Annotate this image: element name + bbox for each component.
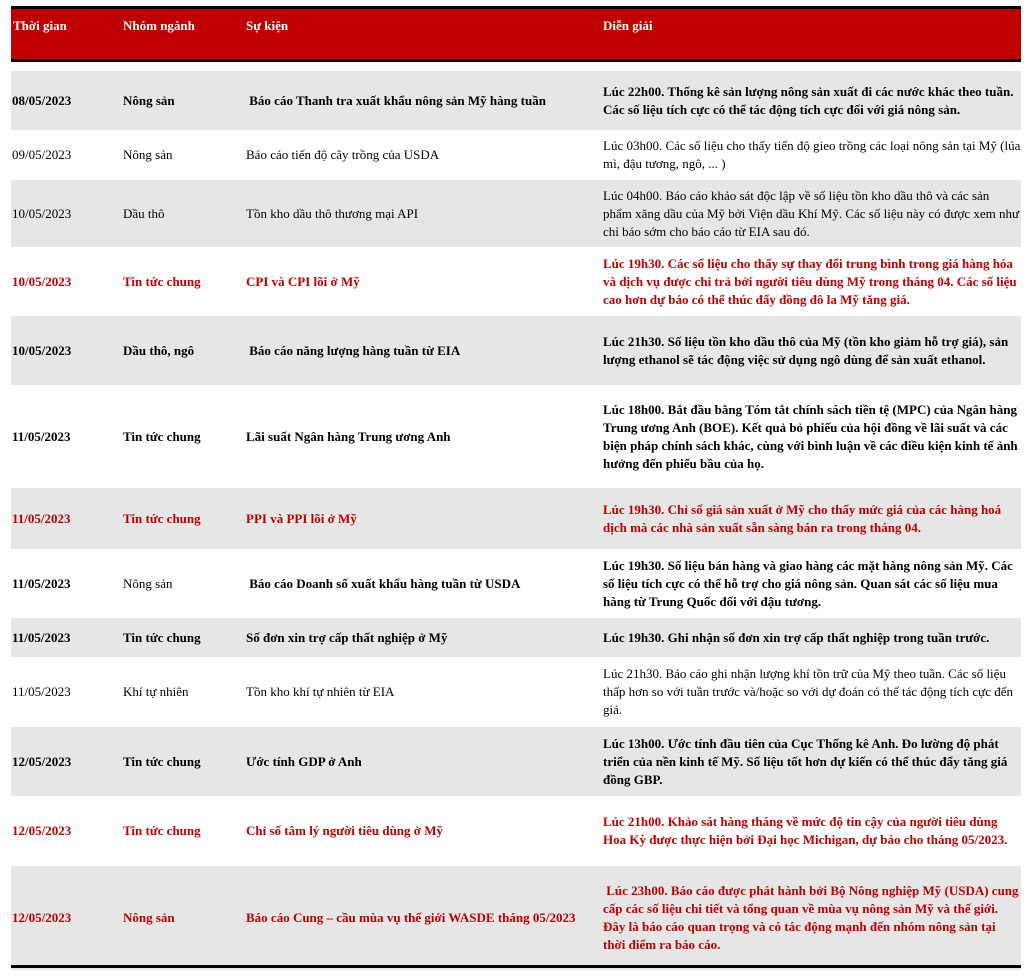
cell-date: 10/05/2023 — [12, 273, 72, 289]
table-row — [11, 385, 1021, 488]
cell-group: Tin tức chung — [123, 823, 201, 838]
cell-date: 12/05/2023 — [12, 823, 72, 838]
cell-date: 11/05/2023 — [12, 510, 71, 526]
bottom-rule — [11, 965, 1021, 968]
cell-event: Ước tính GDP ở Anh — [246, 753, 362, 769]
cell-desc: Lúc 21h30. Báo cáo ghi nhận lượng khí tồn trữ của Mỹ theo tuần. Các số liệu thấp hơn so với tuần trước và/hoặc so với dự đoán có thể tác động tích cực đến giá. — [603, 666, 1014, 717]
table-row — [11, 657, 1021, 727]
cell-date: 12/05/2023 — [12, 910, 72, 925]
cell-desc: Lúc 13h00. Ước tính đầu tiên của Cục Thống kê Anh. Đo lường độ phát triển của nền kinh tế Mỹ. Số liệu tốt hơn dự kiến có thể thúc đẩy tăng giá đồng GBP. — [603, 735, 1008, 787]
cell-group: Dầu thô, ngô — [123, 342, 195, 358]
cell-desc: Lúc 19h30. Ghi nhận số đơn xin trợ cấp thất nghiệp trong tuần trước. — [603, 629, 990, 645]
cell-group: Tin tức chung — [123, 273, 201, 289]
cell-event: Số đơn xin trợ cấp thất nghiệp ở Mỹ — [246, 629, 448, 645]
cell-date: 11/05/2023 — [12, 575, 71, 591]
cell-desc: Lúc 03h00. Các số liệu cho thấy tiến độ gieo trồng các loại nông sản tại Mỹ (lúa mì, đậu tương, ngô, ... ) — [603, 138, 1021, 171]
cell-date: 11/05/2023 — [12, 428, 71, 444]
cell-desc: Lúc 23h00. Báo cáo được phát hành bởi Bộ Nông nghiệp Mỹ (USDA) cung cấp các số liệu chi tiết và tổng quan về mùa vụ nông sản Mỹ và thế giới. Đây là báo cáo quan trọng và có tác động mạnh đến nhóm nông sản tại thời điểm ra báo cáo. — [603, 883, 1022, 952]
cell-event: Báo cáo Cung – cầu mùa vụ thế giới WASDE tháng 05/2023 — [246, 910, 576, 925]
header-time: Thời gian — [13, 18, 67, 33]
cell-event: Tồn kho khí tự nhiên từ EIA — [246, 684, 395, 699]
cell-desc: Lúc 21h00. Khảo sát hàng tháng về mức độ tin cậy của người tiêu dùng Hoa Kỳ được thực hiện bởi Đại học Michigan, dự báo cho tháng 05/2023. — [603, 814, 1008, 847]
table-row — [11, 316, 1021, 385]
cell-group: Nông sản — [123, 92, 175, 108]
cell-event: Tồn kho dầu thô thương mại API — [246, 205, 419, 221]
cell-group: Nông sản — [123, 910, 175, 925]
cell-desc: Lúc 04h00. Báo cáo khảo sát độc lập về số liệu tồn kho dầu thô và các sản phẩm xăng dầu của Mỹ bởi Viện dầu Khí Mỹ. Các số liệu này có được xem như chỉ báo sớm cho báo cáo từ EIA sau đó. — [603, 187, 1020, 239]
cell-event: Báo cáo Thanh tra xuất khẩu nông sản Mỹ hàng tuần — [246, 92, 546, 108]
cell-group: Nông sản — [123, 575, 173, 591]
cell-desc: Lúc 21h30. Số liệu tồn kho dầu thô của Mỹ (tồn kho giảm hỗ trợ giá), sản lượng ethanol sẽ tác động việc sử dụng ngô dùng để sản xuất ethanol. — [603, 333, 1009, 367]
cell-date: 12/05/2023 — [12, 753, 72, 769]
cell-group: Tin tức chung — [123, 510, 201, 526]
cell-date: 09/05/2023 — [12, 147, 72, 162]
cell-event: Báo cáo Doanh số xuất khẩu hàng tuần từ USDA — [246, 575, 521, 591]
cell-group: Tin tức chung — [123, 629, 201, 645]
cell-date: 08/05/2023 — [12, 92, 72, 108]
header-desc: Diễn giải — [603, 18, 653, 33]
table-row — [11, 727, 1021, 796]
cell-event: Chỉ số tâm lý người tiêu dùng ở Mỹ — [246, 823, 443, 838]
cell-event: PPI và PPI lõi ở Mỹ — [246, 510, 357, 526]
table-header — [11, 6, 1021, 62]
cell-date: 11/05/2023 — [12, 629, 71, 645]
header-event: Sự kiện — [246, 18, 289, 33]
cell-desc: Lúc 19h30. Số liệu bán hàng và giao hàng các mặt hàng nông sản Mỹ. Các số liệu tích cực có thể hỗ trợ cho giá nông sản. Quan sát các số liệu mua hàng từ Trung Quốc đối với đậu tương. — [603, 557, 1013, 609]
table-row — [11, 549, 1021, 618]
cell-group: Dầu thô — [123, 205, 165, 221]
header-group: Nhóm ngành — [123, 18, 195, 33]
cell-group: Nông sản — [123, 147, 173, 162]
table-row — [11, 71, 1021, 130]
cell-desc: Lúc 18h00. Bắt đầu bằng Tóm tắt chính sách tiền tệ (MPC) của Ngân hàng Trung ương Anh (BOE). Kết quả bỏ phiếu của hội đồng về lãi suất và các biện pháp chính sách khác, cùng với bình luận về các điều kiện kinh tế ảnh hưởng đến phiếu bầu của họ. — [603, 401, 1018, 471]
table-row — [11, 180, 1021, 247]
cell-date: 10/05/2023 — [12, 342, 72, 358]
events-table — [11, 6, 1021, 970]
cell-group: Khí tự nhiên — [123, 684, 189, 699]
cell-event: Lãi suất Ngân hàng Trung ương Anh — [246, 428, 451, 444]
table-row — [11, 866, 1021, 970]
cell-event: Báo cáo tiến độ cây trồng của USDA — [246, 147, 440, 162]
cell-group: Tin tức chung — [123, 428, 201, 444]
cell-desc: Lúc 22h00. Thống kê sản lượng nông sản xuất đi các nước khác theo tuần. Các số liệu tích cực có thể tác động tích cực đối với giá nông sản. — [603, 83, 1014, 117]
cell-event: CPI và CPI lõi ở Mỹ — [246, 273, 360, 289]
table-row — [11, 796, 1021, 866]
table-row — [11, 618, 1021, 657]
cell-group: Tin tức chung — [123, 753, 201, 769]
table-row — [11, 247, 1021, 316]
table-row — [11, 488, 1021, 549]
cell-date: 10/05/2023 — [12, 205, 72, 221]
cell-event: Báo cáo năng lượng hàng tuần từ EIA — [246, 342, 461, 358]
cell-desc: Lúc 19h30. Các số liệu cho thấy sự thay đổi trung bình trong giá hàng hóa và dịch vụ được chi trả bởi người tiêu dùng Mỹ trong tháng 04. Các số liệu cao hơn dự báo có thể thúc đẩy đồng đô la Mỹ tăng giá. — [603, 255, 1017, 307]
table-row — [11, 130, 1021, 180]
cell-desc: Lúc 19h30. Chỉ số giá sản xuất ở Mỹ cho thấy mức giá của các hàng hoá dịch mà các nhà sản xuất sẵn sàng bán ra trong tháng 04. — [603, 501, 1002, 535]
cell-date: 11/05/2023 — [12, 684, 71, 699]
